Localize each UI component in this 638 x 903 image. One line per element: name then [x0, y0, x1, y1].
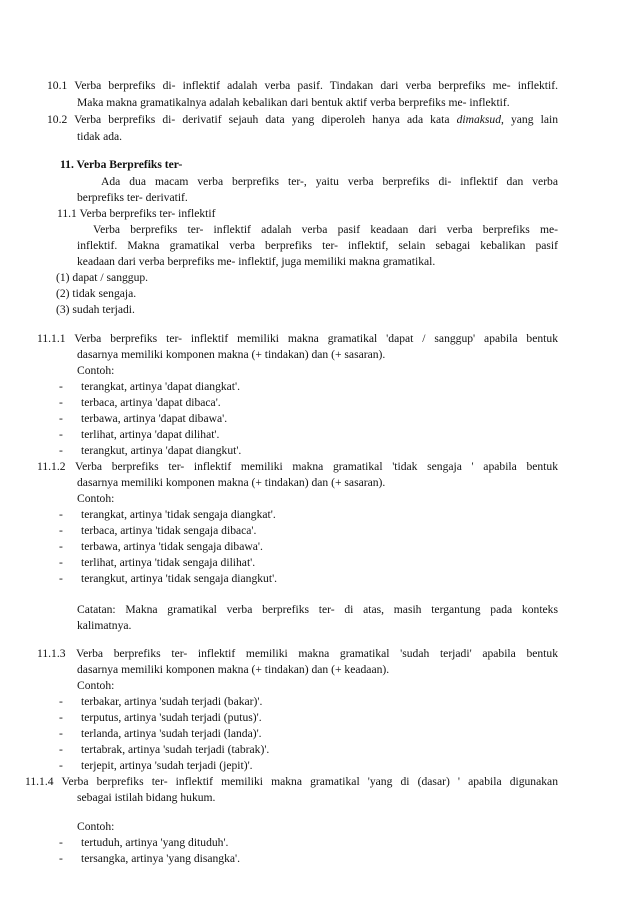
- subsection-11-1-line-2: inflektif. Makna gramatikal verba berprefiks ter- inflektif, selain sebagai kebalikan pasif: [77, 239, 558, 252]
- paragraph-10-1-line-2: Maka makna gramatikalnya adalah kebalikan dari bentuk aktif verba berprefiks me- inflektif.: [77, 96, 510, 109]
- paragraph-10-1-line-1: 10.1 Verba berprefiks di- inflektif adalah verba pasif. Tindakan dari verba berprefiks me- inflektif.: [47, 79, 558, 92]
- example-item: terbawa, artinya 'tidak sengaja dibawa'.: [81, 540, 263, 553]
- list-dash: -: [59, 428, 63, 441]
- contoh-label: Contoh:: [77, 364, 115, 377]
- example-item: terbakar, artinya 'sudah terjadi (bakar)'.: [81, 695, 263, 708]
- subsection-11-1-heading: 11.1 Verba berprefiks ter- inflektif: [57, 207, 216, 220]
- paragraph-10-2-text-b: , yang lain: [501, 113, 558, 126]
- example-item: terangkat, artinya 'dapat diangkat'.: [81, 380, 241, 393]
- meaning-list-item: (3) sudah terjadi.: [56, 303, 135, 316]
- example-item: tersangka, artinya 'yang disangka'.: [81, 852, 241, 865]
- meaning-list-item: (1) dapat / sanggup.: [56, 271, 149, 284]
- subsection-11-1-4-line-1: 11.1.4 Verba berprefiks ter- inflektif memiliki makna gramatikal 'yang di (dasar) ' apabila digunakan: [25, 775, 558, 788]
- contoh-label: Contoh:: [77, 679, 115, 692]
- example-item: terputus, artinya 'sudah terjadi (putus)'.: [81, 711, 262, 724]
- list-dash: -: [59, 759, 63, 772]
- paragraph-10-2-text-a: 10.2 Verba berprefiks di- derivatif sejauh data yang diperoleh hanya ada kata: [47, 113, 457, 126]
- example-item: terlihat, artinya 'dapat dilihat'.: [81, 428, 220, 441]
- list-dash: -: [59, 852, 63, 865]
- list-dash: -: [59, 556, 63, 569]
- meaning-list-item: (2) tidak sengaja.: [56, 287, 137, 300]
- example-item: terangkut, artinya 'dapat diangkut'.: [81, 444, 242, 457]
- example-item: terlihat, artinya 'tidak sengaja dilihat'.: [81, 556, 256, 569]
- list-dash: -: [59, 444, 63, 457]
- list-dash: -: [59, 524, 63, 537]
- list-dash: -: [59, 508, 63, 521]
- example-item: tertabrak, artinya 'sudah terjadi (tabrak)'.: [81, 743, 270, 756]
- example-item: terbaca, artinya 'dapat dibaca'.: [81, 396, 221, 409]
- subsection-11-1-1-line-2: dasarnya memiliki komponen makna (+ tindakan) dan (+ sasaran).: [77, 348, 386, 361]
- example-item: tertuduh, artinya 'yang dituduh'.: [81, 836, 229, 849]
- subsection-11-1-3-line-2: dasarnya memiliki komponen makna (+ tindakan) dan (+ keadaan).: [77, 663, 390, 676]
- example-item: terbaca, artinya 'tidak sengaja dibaca'.: [81, 524, 257, 537]
- list-dash: -: [59, 743, 63, 756]
- list-dash: -: [59, 396, 63, 409]
- subsection-11-1-4-line-2: sebagai istilah bidang hukum.: [77, 791, 216, 804]
- list-dash: -: [59, 727, 63, 740]
- list-dash: -: [59, 711, 63, 724]
- contoh-label: Contoh:: [77, 820, 115, 833]
- example-item: terangkat, artinya 'tidak sengaja diangkat'.: [81, 508, 276, 521]
- subsection-11-1-3-line-1: 11.1.3 Verba berprefiks ter- inflektif memiliki makna gramatikal 'sudah terjadi' apabila bentuk: [37, 647, 558, 660]
- subsection-11-1-2-line-2: dasarnya memiliki komponen makna (+ tindakan) dan (+ sasaran).: [77, 476, 386, 489]
- subsection-11-1-line-1: Verba berprefiks ter- inflektif adalah verba pasif keadaan dari verba berprefiks me-: [93, 223, 558, 236]
- list-dash: -: [59, 412, 63, 425]
- list-dash: -: [59, 695, 63, 708]
- list-dash: -: [59, 380, 63, 393]
- section-11-intro-line-1: Ada dua macam verba berprefiks ter-, yaitu verba berprefiks di- inflektif dan verba: [101, 175, 558, 188]
- paragraph-10-2-line-2: tidak ada.: [77, 130, 123, 143]
- contoh-label: Contoh:: [77, 492, 115, 505]
- catatan-line-1: Catatan: Makna gramatikal verba berprefiks ter- di atas, masih tergantung pada konteks: [77, 603, 558, 616]
- dimaksud-emphasis: dimaksud: [456, 113, 502, 126]
- list-dash: -: [59, 836, 63, 849]
- example-item: terjepit, artinya 'sudah terjadi (jepit)'.: [81, 759, 253, 772]
- section-11-heading: 11. Verba Berprefiks ter-: [60, 158, 183, 171]
- paragraph-10-2-line-1: [47, 112, 558, 128]
- section-11-intro-line-2: berprefiks ter- derivatif.: [77, 191, 188, 204]
- subsection-11-1-line-3: keadaan dari verba berprefiks me- inflektif, juga memiliki makna gramatikal.: [77, 255, 436, 268]
- example-item: terbawa, artinya 'dapat dibawa'.: [81, 412, 228, 425]
- example-item: terangkut, artinya 'tidak sengaja diangkut'.: [81, 572, 278, 585]
- list-dash: -: [59, 572, 63, 585]
- list-dash: -: [59, 540, 63, 553]
- subsection-11-1-2-line-1: 11.1.2 Verba berprefiks ter- inflektif memiliki makna gramatikal 'tidak sengaja ' apabila bentuk: [37, 460, 558, 473]
- catatan-line-2: kalimatnya.: [77, 619, 132, 632]
- example-item: terlanda, artinya 'sudah terjadi (landa)'.: [81, 727, 262, 740]
- subsection-11-1-1-line-1: 11.1.1 Verba berprefiks ter- inflektif memiliki makna gramatikal 'dapat / sanggup' apabila bentuk: [37, 332, 558, 345]
